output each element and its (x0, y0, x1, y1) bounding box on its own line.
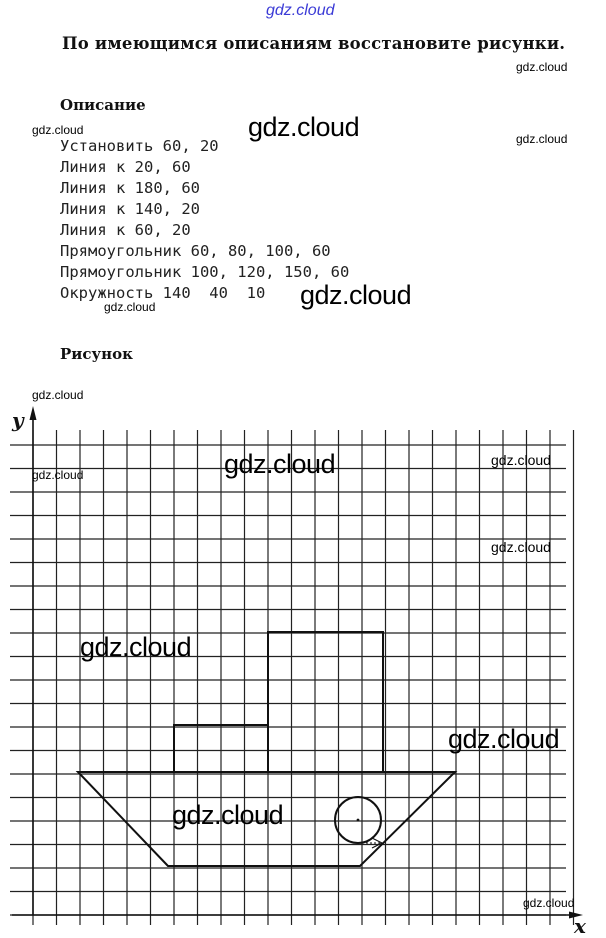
x-axis-label: x (574, 914, 586, 938)
description-line: Окружность 140 40 10 (60, 284, 266, 302)
description-line: Линия к 180, 60 (60, 179, 200, 197)
task-title: По имеющимся описаниям восстановите рисунки. (62, 34, 566, 53)
watermark: gdz.cloud (32, 388, 84, 402)
watermark-top: gdz.cloud (266, 2, 335, 19)
description-line: Линия к 60, 20 (60, 221, 191, 239)
description-line: Линия к 140, 20 (60, 200, 200, 218)
watermark: gdz.cloud (491, 539, 551, 555)
y-axis-label: y (12, 408, 24, 432)
watermark: gdz.cloud (491, 452, 551, 468)
watermark: gdz.cloud (448, 724, 560, 754)
grid-lines (10, 430, 574, 925)
watermark: gdz.cloud (172, 800, 284, 830)
watermark: gdz.cloud (32, 468, 84, 482)
description-line: Прямоугольник 60, 80, 100, 60 (60, 242, 331, 260)
circle-center (357, 819, 360, 822)
description-line: Прямоугольник 100, 120, 150, 60 (60, 263, 350, 281)
y-axis-arrow (30, 406, 37, 420)
watermark: gdz.cloud (523, 896, 575, 910)
watermark: gdz.cloud (300, 280, 412, 310)
figure-heading: Рисунок (60, 345, 133, 363)
watermark: gdz.cloud (248, 112, 360, 142)
watermark: gdz.cloud (80, 632, 192, 662)
description-heading: Описание (60, 96, 146, 114)
watermark: gdz.cloud (516, 132, 568, 146)
watermark: gdz.cloud (104, 300, 156, 314)
watermark: gdz.cloud (516, 60, 568, 74)
watermark: gdz.cloud (32, 123, 84, 137)
description-line: Установить 60, 20 (60, 137, 219, 155)
description-line: Линия к 20, 60 (60, 158, 191, 176)
watermark: gdz.cloud (224, 449, 336, 479)
